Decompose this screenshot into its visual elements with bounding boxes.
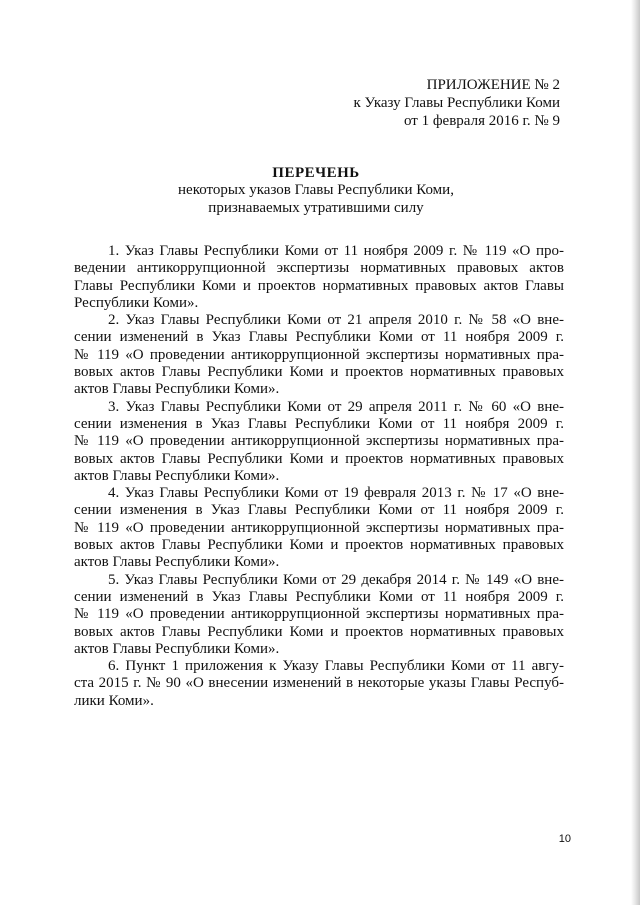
list-item-line: № 119 «О проведении антикоррупционной экспертизы нормативных пра-: [74, 433, 564, 450]
list-item-line: вовых актов Главы Республики Коми и проектов нормативных правовых: [74, 364, 564, 381]
list-item-line: Главы Республики Коми и проектов нормативных правовых актов Главы: [74, 277, 564, 294]
list-item-line: сении изменения в Указ Главы Республики Коми от 11 ноября 2009 г.: [74, 415, 564, 432]
list-item-line: актов Главы Республики Коми».: [74, 381, 280, 398]
list-item-line: 6. Пункт 1 приложения к Указу Главы Республики Коми от 11 авгу-: [108, 658, 564, 675]
list-item-line: лики Коми».: [74, 692, 154, 709]
scan-edge-shadow: [631, 0, 640, 905]
list-item: [74, 243, 564, 312]
appendix-label: ПРИЛОЖЕНИЕ № 2: [426, 77, 560, 93]
list-item-line: 2. Указ Главы Республики Коми от 21 апреля 2010 г. № 58 «О вне-: [108, 312, 564, 329]
list-item: [74, 399, 564, 485]
list-item-line: № 119 «О проведении антикоррупционной экспертизы нормативных пра-: [74, 606, 564, 623]
list-item: [74, 312, 564, 398]
page-number: 10: [558, 833, 571, 845]
subtitle-line-2: признаваемых утратившими силу: [208, 200, 424, 216]
list-item: [74, 572, 564, 658]
list-item-line: сении изменений в Указ Главы Республики Коми от 11 ноября 2009 г.: [74, 329, 564, 346]
subtitle-line-1: некоторых указов Главы Республики Коми,: [178, 182, 454, 198]
list-item-line: сении изменений в Указ Главы Республики Коми от 11 ноября 2009 г.: [74, 588, 564, 605]
list-item-line: вовых актов Главы Республики Коми и проектов нормативных правовых: [74, 450, 564, 467]
list-item-line: вовых актов Главы Республики Коми и проектов нормативных правовых: [74, 537, 564, 554]
list-item-line: ведении антикоррупционной экспертизы нормативных правовых актов: [74, 260, 564, 277]
appendix-decree-ref: к Указу Главы Республики Коми: [353, 95, 560, 111]
document-subtitle: [100, 181, 532, 217]
list-item-line: № 119 «О проведении антикоррупционной экспертизы нормативных пра-: [74, 519, 564, 536]
list-item-line: 5. Указ Главы Республики Коми от 29 декабря 2014 г. № 149 «О вне-: [108, 571, 564, 588]
list-item-line: 4. Указ Главы Республики Коми от 19 февраля 2013 г. № 17 «О вне-: [108, 485, 564, 502]
list-item-line: № 119 «О проведении антикоррупционной экспертизы нормативных пра-: [74, 346, 564, 363]
document-title: ПЕРЕЧЕНЬ: [272, 165, 360, 181]
list-item-line: вовых актов Главы Республики Коми и проектов нормативных правовых: [74, 623, 564, 640]
decree-list: [74, 243, 564, 710]
list-item-line: Республики Коми».: [74, 294, 199, 311]
appendix-header: [300, 76, 560, 130]
list-item-line: сении изменения в Указ Главы Республики Коми от 11 ноября 2009 г.: [74, 502, 564, 519]
list-item-line: 3. Указ Главы Республики Коми от 29 апреля 2011 г. № 60 «О вне-: [108, 398, 564, 415]
appendix-decree-date: от 1 февраля 2016 г. № 9: [403, 113, 560, 129]
list-item-line: актов Главы Республики Коми».: [74, 467, 280, 484]
list-item-line: актов Главы Республики Коми».: [74, 640, 280, 657]
list-item: [74, 658, 564, 710]
list-item: [74, 485, 564, 571]
list-item-line: актов Главы Республики Коми».: [74, 554, 280, 571]
list-item-line: ста 2015 г. № 90 «О внесении изменений в некоторые указы Главы Респуб-: [74, 675, 564, 692]
list-item-line: 1. Указ Главы Республики Коми от 11 ноября 2009 г. № 119 «О про-: [108, 243, 564, 259]
